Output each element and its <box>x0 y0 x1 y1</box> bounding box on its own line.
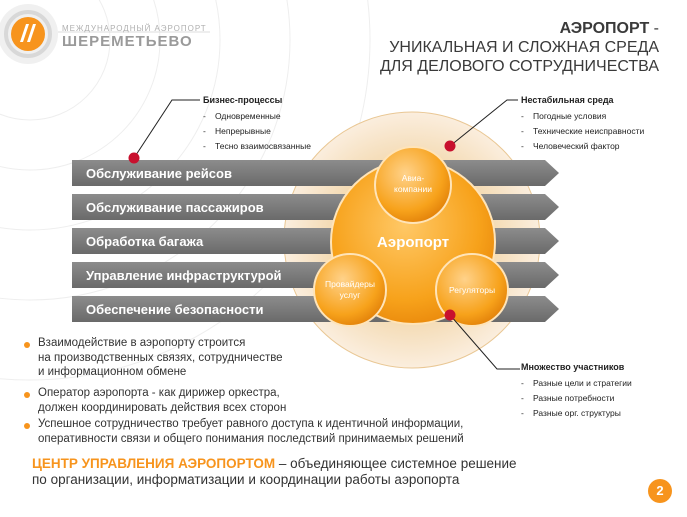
callout-participants-title: Множество участников <box>521 362 625 372</box>
callout-participants-item: - Разные цели и стратегии <box>521 378 632 388</box>
bar-flight-service: Обслуживание рейсов <box>86 166 232 181</box>
marker-participants <box>445 310 456 321</box>
title-line1-suffix: - <box>649 20 659 37</box>
bullet-1: Взаимодействие в аэропорту строится на производственных связях, сотрудничестве и информационном обмене <box>38 337 283 378</box>
bullet-2: Оператор аэропорта - как дирижер оркестра, должен координировать действия всех сторон <box>38 387 287 414</box>
hub-airlines-line2: компании <box>394 184 432 194</box>
callout-unstable-title: Нестабильная среда <box>521 95 614 105</box>
callout-unstable-item: - Погодные условия <box>521 111 607 121</box>
bar-security: Обеспечение безопасности <box>86 302 264 317</box>
callout-unstable-item: - Человеческий фактор <box>521 141 620 151</box>
summary-text <box>32 456 517 488</box>
title-line2: УНИКАЛЬНАЯ И СЛОЖНАЯ СРЕДА <box>389 39 659 56</box>
marker-unstable <box>445 141 456 152</box>
callout-business-item: - Одновременные <box>203 111 281 121</box>
logo-emblem-icon <box>0 4 58 64</box>
title-line1: АЭРОПОРТ <box>559 20 650 37</box>
callout-participants-item: - Разные орг. структуры <box>521 408 621 418</box>
bar-passenger-service: Обслуживание пассажиров <box>86 200 264 215</box>
callout-business-item: - Тесно взаимосвязанные <box>203 141 311 151</box>
bullet-3: Успешное сотрудничество требует равного доступа к идентичной информации, оперативности связи и общего понимания последствий принимаемых решений <box>38 418 464 445</box>
summary-rest: – объединяющее системное решение <box>275 456 517 471</box>
logo-subtitle: МЕЖДУНАРОДНЫЙ АЭРОПОРТ <box>62 24 207 33</box>
hub-center-label: Аэропорт <box>376 234 450 251</box>
bullet-dot <box>24 392 30 398</box>
hub-providers <box>316 279 384 301</box>
bullet-dot <box>24 342 30 348</box>
summary-highlight: ЦЕНТР УПРАВЛЕНИЯ АЭРОПОРТОМ <box>32 456 276 471</box>
hub-airlines-line1: Авиа- <box>401 173 425 183</box>
logo-name: ШЕРЕМЕТЬЕВО <box>62 33 193 50</box>
hub-regulators: Регуляторы <box>448 285 496 295</box>
page-title <box>380 19 659 76</box>
hub-airlines <box>383 173 443 195</box>
summary-line2: по организации, информатизации и координации работы аэропорта <box>32 472 460 487</box>
hub-providers-line1: Провайдеры <box>325 279 375 289</box>
callout-business-title: Бизнес-процессы <box>203 95 283 105</box>
bar-infrastructure: Управление инфраструктурой <box>86 268 282 283</box>
bullet-dot <box>24 423 30 429</box>
title-line3: ДЛЯ ДЕЛОВОГО СОТРУДНИЧЕСТВА <box>379 58 659 75</box>
marker-business <box>129 153 140 164</box>
bar-baggage-handling: Обработка багажа <box>86 234 204 249</box>
page-number-badge: 2 <box>648 479 672 503</box>
callout-unstable-item: - Технические неисправности <box>521 126 645 136</box>
hub-providers-line2: услуг <box>339 290 361 300</box>
callout-business-item: - Непрерывные <box>203 126 271 136</box>
callout-participants-item: - Разные потребности <box>521 393 615 403</box>
